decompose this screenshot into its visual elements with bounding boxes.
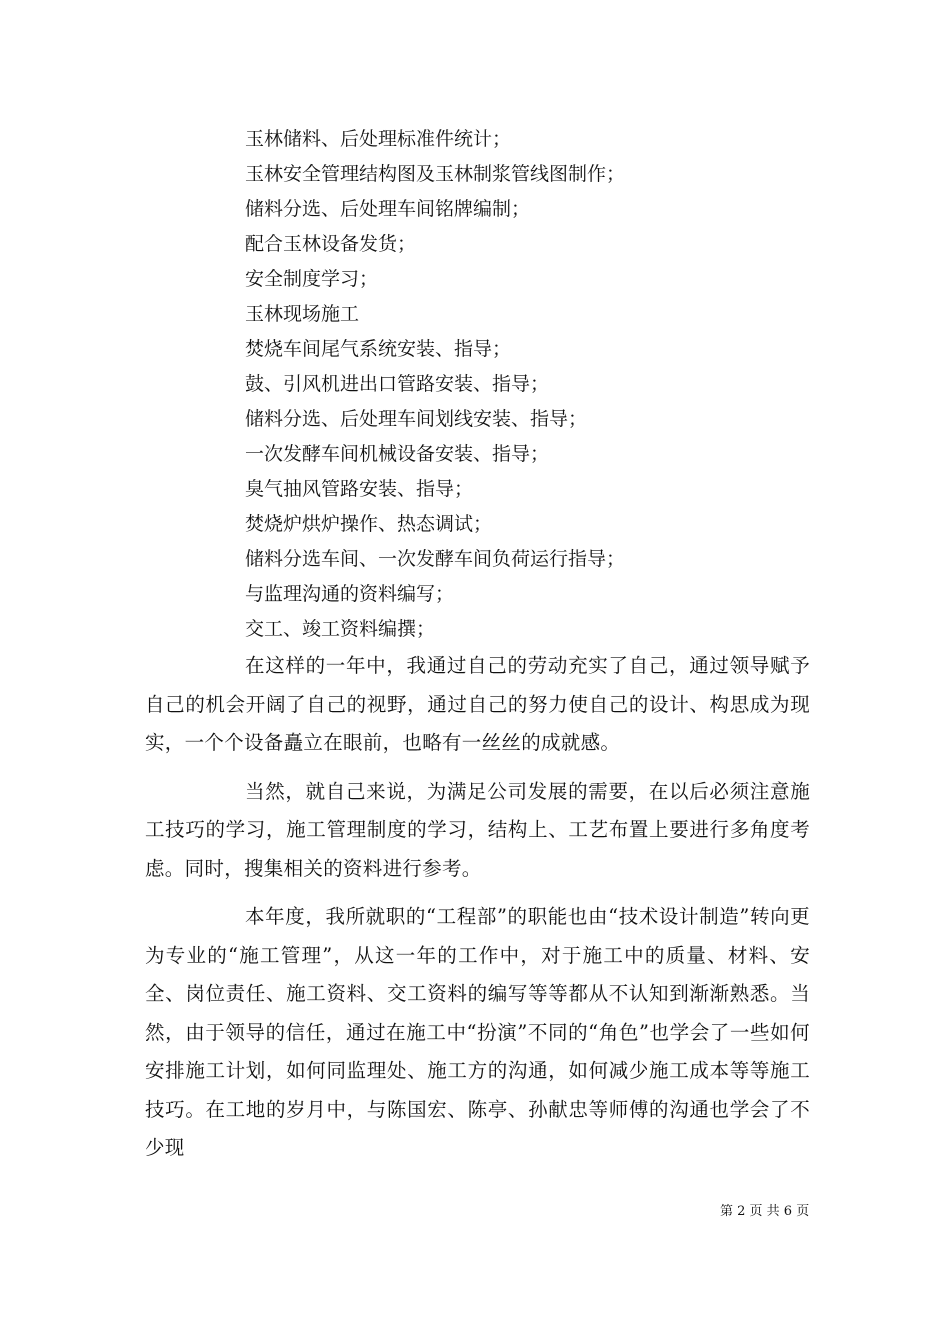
list-item: 焚烧车间尾气系统安装、指导； (245, 338, 512, 360)
list-item: 储料分选车间、一次发酵车间负荷运行指导； (245, 548, 626, 570)
list-item: 鼓、引风机进出口管路安装、指导； (245, 373, 550, 395)
list-item: 一次发酵车间机械设备安装、指导； (245, 443, 550, 465)
document-body (145, 122, 810, 1168)
list-item: 臭气抽风管路安装、指导； (245, 478, 474, 500)
list-item: 焚烧炉烘炉操作、热态调试； (245, 513, 493, 535)
list-item: 玉林储料、后处理标准件统计； (245, 128, 512, 150)
list-item: 安全制度学习； (245, 268, 379, 290)
body-paragraph: 在这样的一年中，我通过自己的劳动充实了自己，通过领导赋予自己的机会开阔了自己的视野，通过自己的努力使自己的设计、构思成为现实，一个个设备矗立在眼前，也略有一丝丝的成就感。 (145, 654, 810, 754)
list-item: 玉林安全管理结构图及玉林制浆管线图制作； (245, 163, 626, 185)
list-item: 玉林现场施工 (245, 303, 360, 325)
list-item: 交工、竣工资料编撰； (245, 618, 436, 640)
body-paragraph: 当然，就自己来说，为满足公司发展的需要，在以后必须注意施工技巧的学习，施工管理制度的学习，结构上、工艺布置上要进行多角度考虑。同时，搜集相关的资料进行参考。 (145, 779, 810, 880)
page-number: 第 2 页 共 6 页 (720, 1204, 810, 1219)
list-item: 配合玉林设备发货； (245, 233, 417, 255)
list-item: 储料分选、后处理车间铭牌编制； (245, 198, 531, 220)
list-item: 储料分选、后处理车间划线安装、指导； (245, 408, 588, 430)
body-paragraph: 本年度，我所就职的“工程部”的职能也由“技术设计制造”转向更为专业的“施工管理”，从这一年的工作中，对于施工中的质量、材料、安全、岗位责任、施工资料、交工资料的编写等等都从不认知到渐渐熟悉。当然，由于领导的信任，通过在施工中“扮演”不同的“角色”也学会了一些如何安排施工计划，如何同监理处、施工方的沟通，如何减少施工成本等等施工技巧。在工地的岁月中，与陈国宏、陈亭、孙献忠等师傅的沟通也学会了不少现 (145, 905, 810, 1159)
list-item: 与监理沟通的资料编写； (245, 583, 455, 605)
